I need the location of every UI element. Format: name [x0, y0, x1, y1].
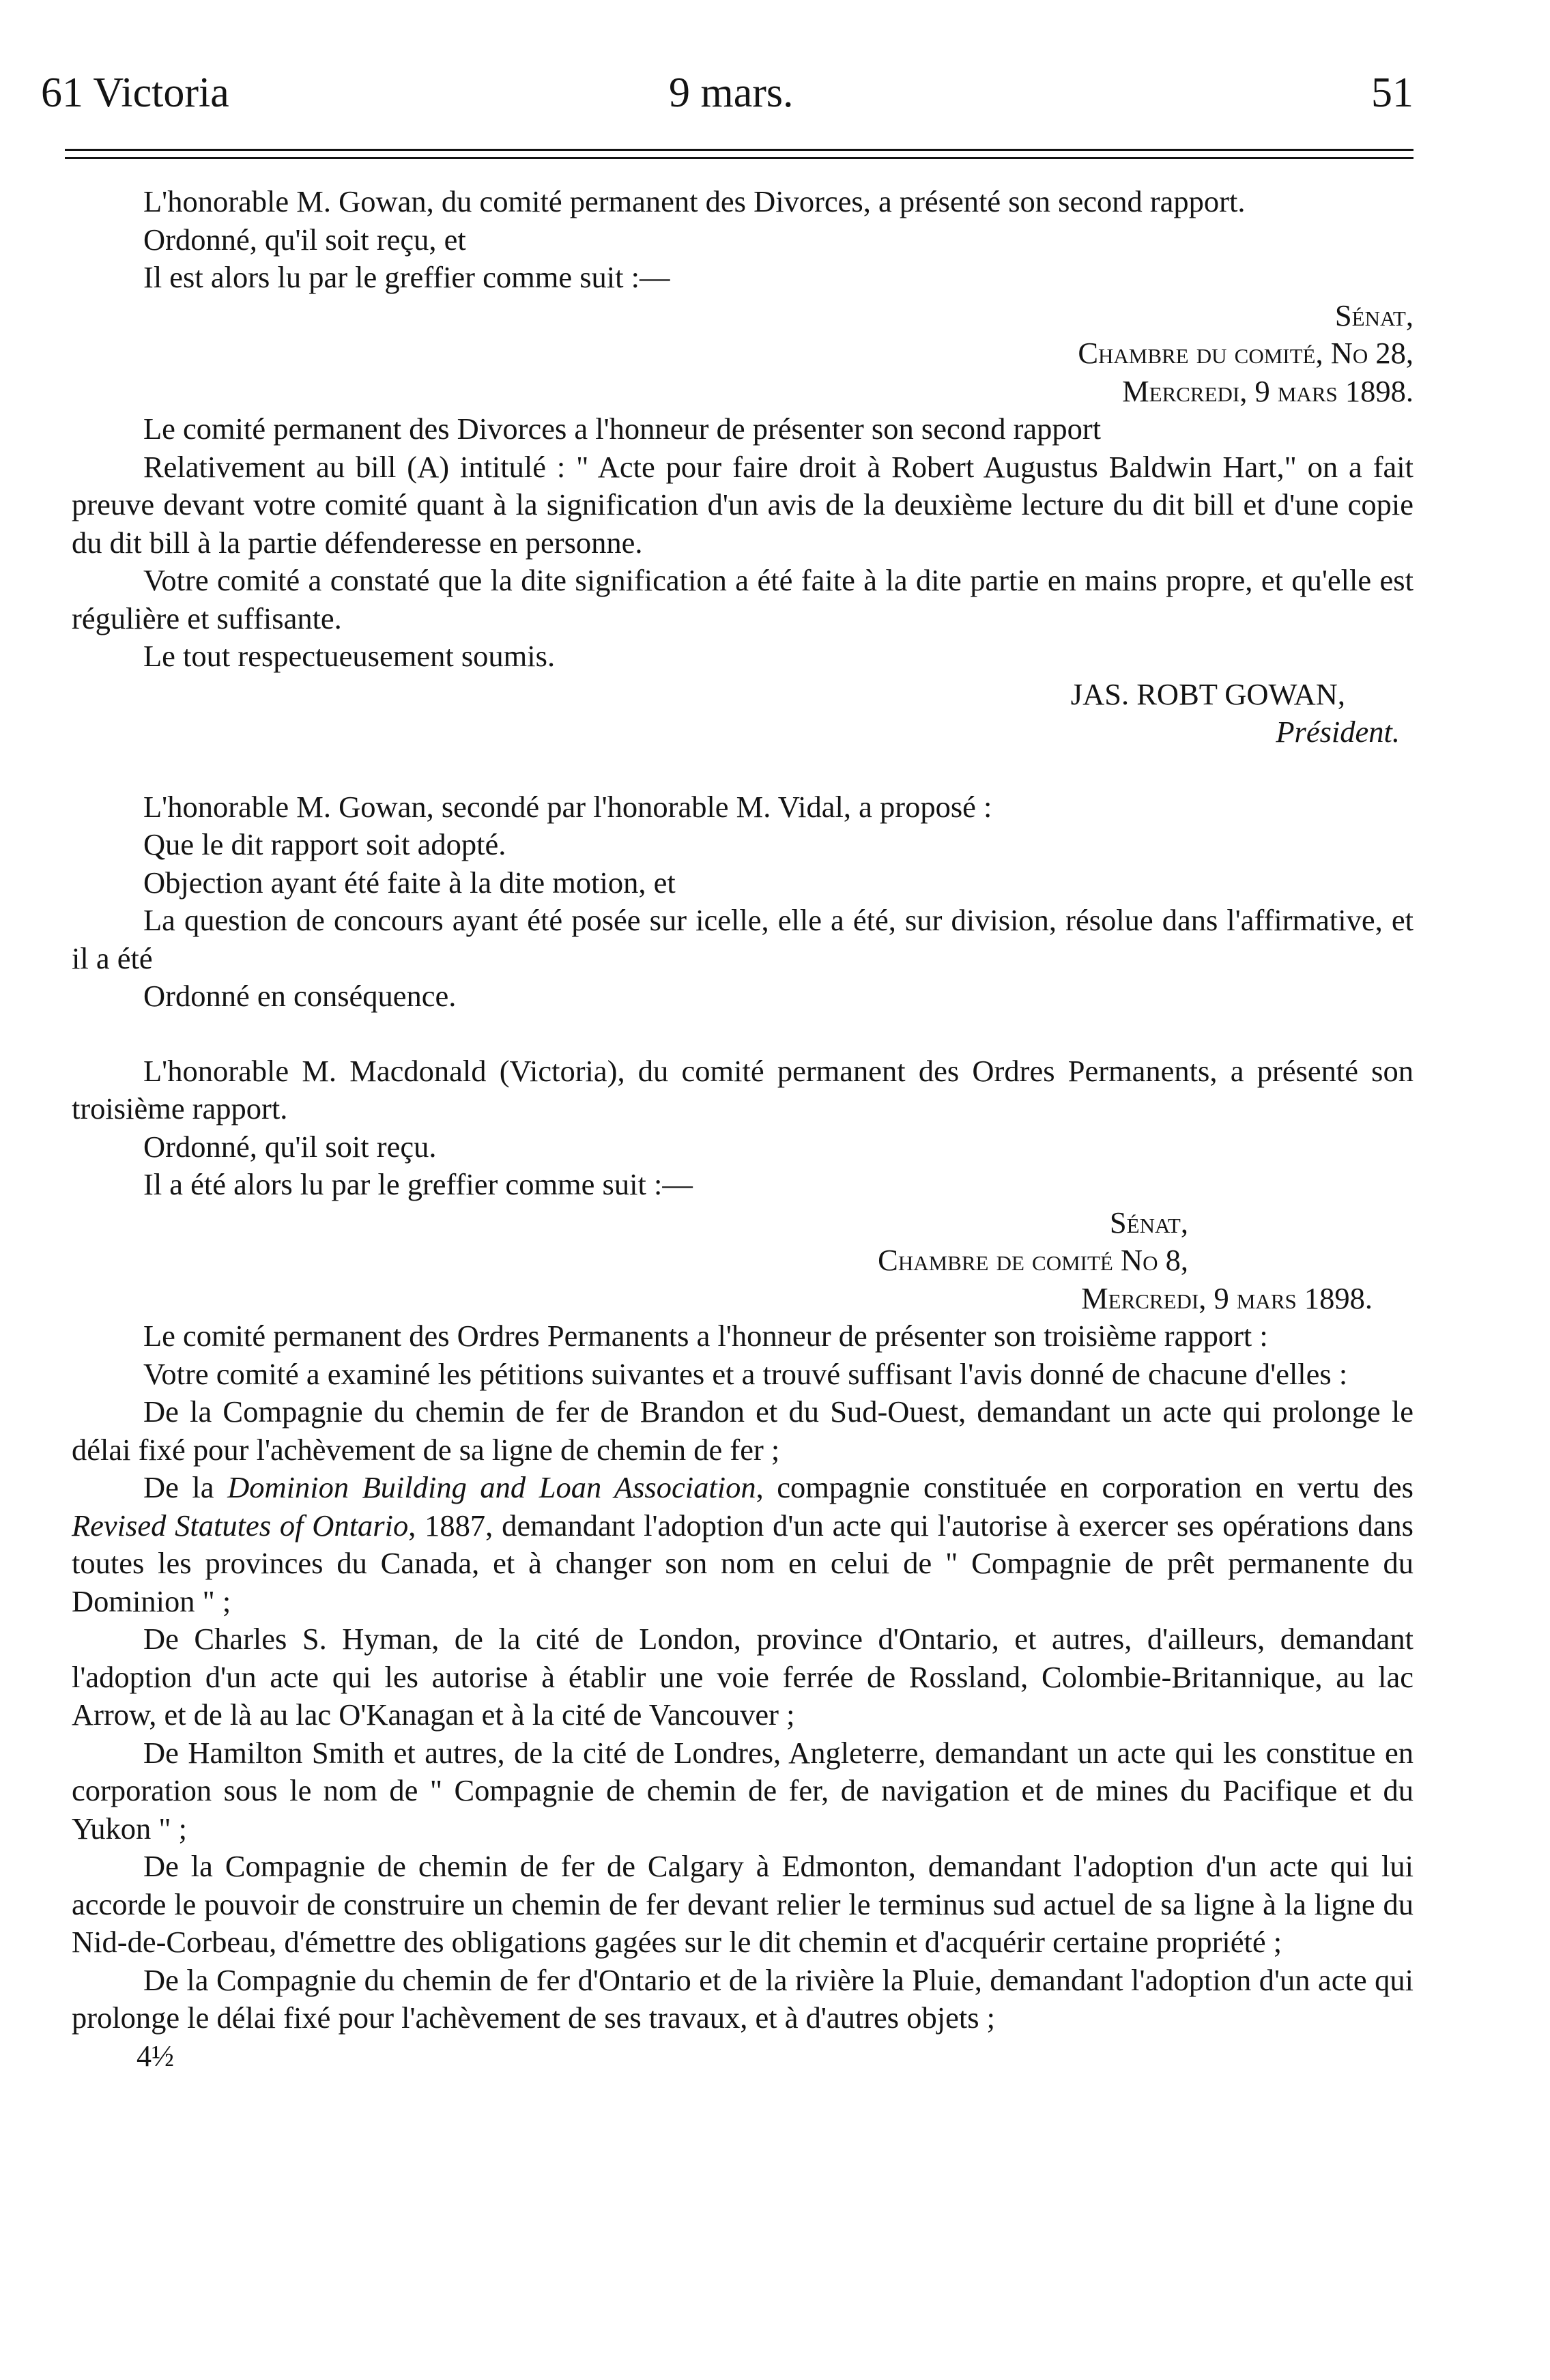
text-run: De la: [143, 1470, 228, 1504]
paragraph: L'honorable M. Gowan, secondé par l'honorable M. Vidal, a proposé :: [143, 789, 992, 824]
paragraph: Il a été alors lu par le greffier comme suit :—: [143, 1167, 693, 1201]
paragraph: Votre comité a constaté que la dite signification a été faite à la dite partie en mains propre, et qu'elle est régulière et suffisante.: [72, 563, 1413, 635]
running-header: [41, 66, 1413, 120]
signature-mark: 4½: [137, 2039, 174, 2073]
paragraph: Que le dit rapport soit adopté.: [143, 827, 506, 861]
address-line: Chambre de comité No 8,: [878, 1243, 1188, 1277]
address-line: Sénat,: [1334, 298, 1413, 332]
paragraph: Ordonné en conséquence.: [143, 979, 457, 1013]
paragraph: Votre comité a examiné les pétitions suivantes et a trouvé suffisant l'avis donné de chacune d'elles :: [143, 1356, 1348, 1391]
paragraph: Relativement au bill (A) intitulé : " Acte pour faire droit à Robert Augustus Baldwin Hart," on a fait preuve devant votre comité quant à la signification d'un avis de la deuxième lecture du dit bill et d'une copie du dit bill à la partie défenderesse en personne.: [72, 449, 1413, 560]
paragraph: L'honorable M. Macdonald (Victoria), du comité permanent des Ordres Permanents, a présenté son troisième rapport.: [72, 1053, 1413, 1126]
address-line: Mercredi, 9 mars 1898.: [1081, 1280, 1373, 1315]
header-rule-bottom: [65, 157, 1413, 159]
paragraph: Ordonné, qu'il soit reçu.: [143, 1129, 437, 1164]
section-gap: [72, 751, 1413, 788]
paragraph: La question de concours ayant été posée sur icelle, elle a été, sur division, résolue dans l'affirmative, et il a été: [72, 903, 1413, 975]
header-rule-top: [65, 149, 1413, 151]
text-run: , compagnie constituée en corporation en vertu des: [756, 1470, 1413, 1504]
address-line: Mercredi, 9 mars 1898.: [1122, 373, 1413, 408]
paragraph: [72, 1469, 1413, 1620]
italic-run: Dominion Building and Loan Association: [227, 1470, 756, 1504]
paragraph: De la Compagnie du chemin de fer de Brandon et du Sud-Ouest, demandant un acte qui prolonge le délai fixé pour l'achèvement de sa ligne de chemin de fer ;: [72, 1394, 1413, 1467]
paragraph: Le comité permanent des Divorces a l'honneur de présenter son second rapport: [143, 412, 1102, 446]
signature: JAS. ROBT GOWAN,: [1070, 676, 1345, 711]
italic-run: Revised Statutes of Ontario: [72, 1508, 409, 1543]
signature-title: Président.: [1276, 715, 1400, 749]
paragraph: L'honorable M. Gowan, du comité permanent des Divorces, a présenté son second rapport.: [143, 184, 1246, 218]
paragraph: De la Compagnie de chemin de fer de Calgary à Edmonton, demandant l'adoption d'un acte qui lui accorde le pouvoir de construire un chemin de fer devant relier le terminus sud actuel de sa ligne à la ligne du Nid-de-Corbeau, d'émettre des obligations gagées sur le dit chemin et d'acquérir certaine propriété ;: [72, 1849, 1413, 1959]
paragraph: De Charles S. Hyman, de la cité de London, province d'Ontario, et autres, d'ailleurs, demandant l'adoption d'un acte qui les autorise à établir une voie ferrée de Rossland, Colombie-Britannique, au lac Arrow, et de là au lac O'Kanagan et à la cité de Vancouver ;: [72, 1622, 1413, 1732]
section-gap: [72, 1016, 1413, 1052]
header-date: 9 mars.: [669, 70, 794, 116]
page-number: 51: [1371, 70, 1413, 116]
paragraph: Le tout respectueusement soumis.: [143, 639, 556, 673]
header-session: 61 Victoria: [41, 70, 229, 116]
address-line: Sénat,: [1109, 1205, 1188, 1239]
paragraph: Objection ayant été faite à la dite motion, et: [143, 865, 676, 900]
paragraph: De la Compagnie du chemin de fer d'Ontario et de la rivière la Pluie, demandant l'adoption d'un acte qui prolonge le délai fixé pour l'achèvement de ses travaux, et à d'autres objets ;: [72, 1962, 1413, 2035]
paragraph: Ordonné, qu'il soit reçu, et: [143, 222, 466, 257]
text-run: , 1887, demandant l'adoption d'un acte qui l'autorise à exercer ses opérations dans toutes les provinces du Canada, et à changer son nom en celui de " Compagnie de prêt permanente du Dominion " ;: [72, 1508, 1413, 1618]
paragraph: De Hamilton Smith et autres, de la cité de Londres, Angleterre, demandant un acte qui les constitue en corporation sous le nom de " Compagnie de chemin de fer, de navigation et de mines du Pacifique et du Yukon " ;: [72, 1735, 1413, 1846]
paragraph: Le comité permanent des Ordres Permanents a l'honneur de présenter son troisième rapport :: [143, 1319, 1268, 1353]
paragraph: Il est alors lu par le greffier comme suit :—: [143, 260, 670, 294]
address-line: Chambre du comité, No 28,: [1078, 336, 1413, 370]
document-body: [72, 183, 1413, 2075]
